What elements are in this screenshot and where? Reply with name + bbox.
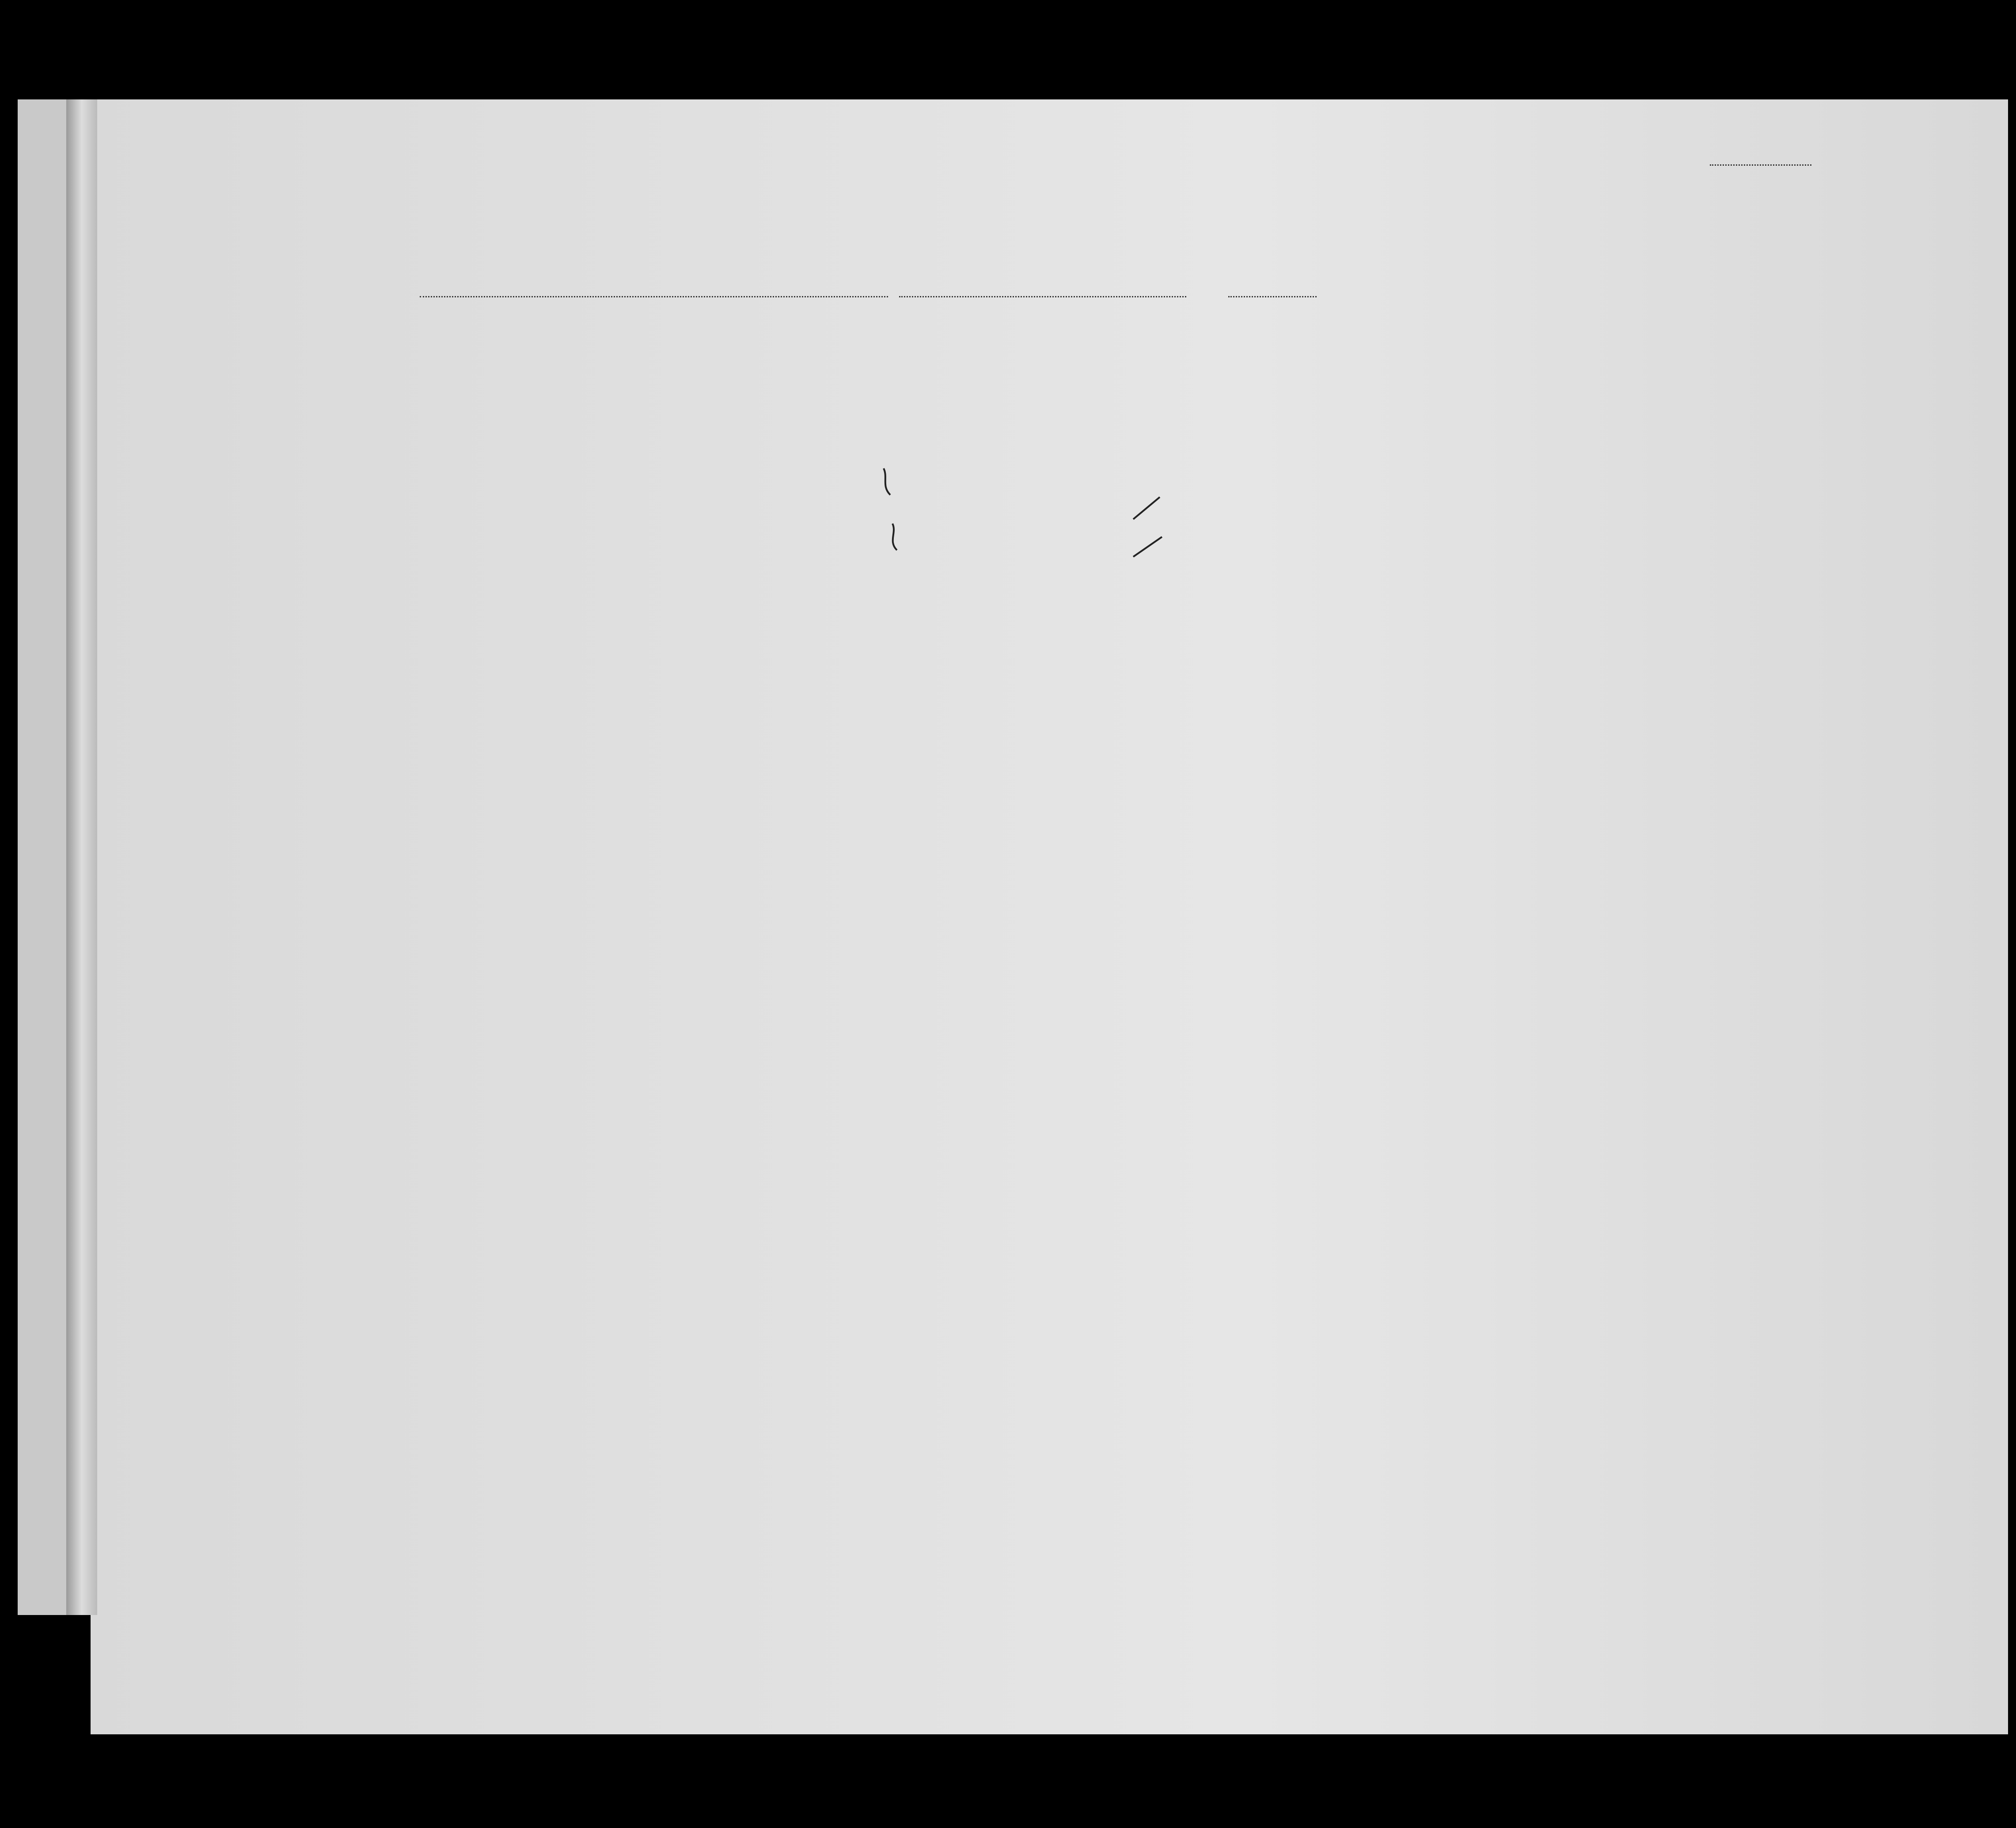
check-mark-2 (1133, 537, 1162, 557)
ink-scribble-1 (884, 468, 890, 495)
ink-scribble-2 (892, 524, 897, 550)
check-mark-1 (1133, 497, 1160, 519)
